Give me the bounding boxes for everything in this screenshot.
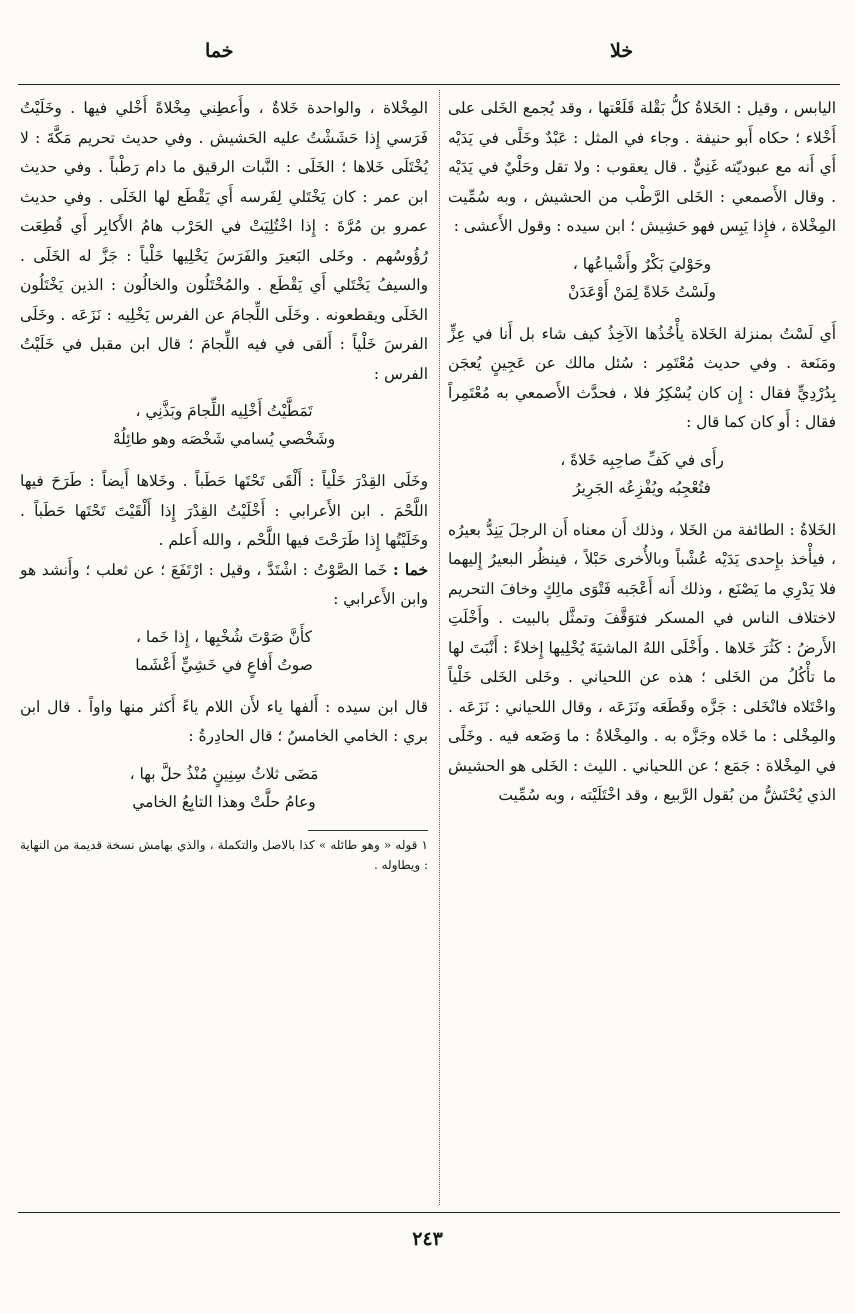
header-left-word: خما [205, 40, 234, 62]
verse-line: رأَى في كَفِّ صاحِبِه خَلاةً ، [560, 450, 724, 469]
verse-line: صوتُ أَفاعٍ في خَشِيٍّ أَعْشَما [135, 655, 313, 674]
paragraph: أَي لَسْتُ بمنزلة الخَلاة يأْخُذُها الآخِذُ كيف شاء بل أَنا في عِزٍّ ومَنَعة . وفي حديث مُعْتَمِر : سُئل مالك عن عَجِينٍ يُعجَن بِدُرْدِيٍّ فقال : إِن كان يُسْكِرُ فلا ، فحدَّث الأَصمعي به مُعْتَمِراً فقال : أَو كان كما قال : [448, 324, 836, 431]
paragraph [20, 556, 428, 615]
top-rule [18, 84, 840, 85]
paragraph: الخَلاةُ : الطائفة من الخَلا ، وذلك أَن معناه أَن الرجلَ يَنِدُّ بعيرُه ، فيأْخذ بإِحدى يَدَيْه عُشْباً وبالأُخرى حَبْلاً ، فينظُر البعيرُ إِليهما فلا يَدْرِي ما يَصْنَع ، وذلك أَنه أَعْجَبه فَتْوَى مالِكٍ وخافَ التحريم لاختلاف الناس في المسكر فتوَقَّفَ وتمثَّل بالبيت . وأَخْلَتِ الأَرضُ : كَثُرَ خَلاها . وأَخْلَى اللهُ الماشيَةَ يُخْلِيها إِخلاءً : أَنْبَتَ لها ما تأْكُلُ من الخَلى ؛ هذه عن اللحياني . وخَلى الخَلى خَلْياً واخْتَلاه فانْخَلى : جَزَّه وقَطَعَه ونَزَعَه ، وقال اللحياني : نَزَعَه . والمِخْلى : ما خَلاه وجَزَّه به . والمِخْلاةُ : ما وَضَعه فيه . وخَلًى في المِخْلاة : جَمَع ؛ عن اللحياني . الليث : الخَلى هو الحشيش الذي يُحْتَشُّ من بُقول الرَّبيع ، وقد اخْتَلَيْته ، وبه سُمِّيت [448, 520, 836, 804]
verse [20, 397, 428, 453]
left-column [20, 94, 428, 875]
entry-headword: خما : [393, 560, 428, 579]
entry-text: خَما الصَّوْتُ : اشْتَدَّ ، وقيل : ارْتَفَعَ ؛ عن ثعلب ؛ وأَنشد هو وابن الأَعرابي : [20, 560, 428, 608]
right-column [448, 94, 836, 811]
column-divider [439, 90, 440, 1205]
page-number: ٢٤٣ [412, 1228, 443, 1250]
verse-line: وعامُ حلَّتْ وهذا التابِعُ الخامي [132, 792, 316, 811]
verse [20, 623, 428, 679]
paragraph: قال ابن سيده : أَلفها ياء لأَن اللام ياءً أَكثر منها واواً . قال ابن بري : الخامي الخامسُ ؛ قال الحادِرةُ : [20, 697, 428, 745]
verse [448, 446, 836, 502]
paragraph: اليابس ، وقيل : الخَلاةُ كلُّ بَقْلة قَلَعْتها ، وقد يُجمع الخَلى على أَخْلاء ؛ حكاه أَبو حنيفة . وجاء في المثل : عَبْدٌ وخَلًى في يَدَيْه أَي أَنه مع عبوديّته غَنِيٌّ . قال يعقوب : ولا تقل وحَلْيٌ في يَدَيْه . وقال الأَصمعي : الخَلى الرَّطْب من الحشيش ، وبه سُمِّيت المِخْلاة ، فإِذا يَبِس فهو حَشِيش ؛ ابن سيده : وقول الأَعشى : [448, 99, 836, 235]
footnote: ١ قوله « وهو طائله » كذا بالاصل والتكملة ، والذي بهامش نسخة قديمة من النهاية : ويطاوله . [20, 837, 428, 872]
verse-line: ولَسْتُ خَلاةً لِمَنْ أَوْعَدَنْ [568, 282, 716, 301]
verse-line: وشَخْصي يُسامي شَخْصَه وهو طائِلُهْ [112, 430, 336, 448]
footnote-rule [308, 830, 428, 831]
verse-line: تَمَطَّيْتُ أَخْلِيه اللِّجامَ وبَذَّنِي ، [135, 402, 313, 420]
verse-line: فتُعْجِبُه ويُفْزِعُه الجَرِيرُ [573, 478, 711, 497]
header-right-word: خلا [610, 40, 634, 62]
verse [20, 760, 428, 816]
verse [448, 250, 836, 306]
verse-line: مَضَى ثلاثُ سِنِينٍ مُنْذُ حلَّ بها ، [129, 764, 319, 783]
paragraph: وخَلَى القِدْرَ خَلْياً : أَلْقَى تَحْتَها حَطَباً . وخَلاها أَيضاً : طَرَحَ فيها اللَّحْمَ . ابن الأَعرابي : أَخْلَيْتُ القِدْرَ إِذا أَلْقَيْتَ تَحْتَها حَطَباً . وخَلَيْتُها إِذا طَرَحْتَ فيها اللَّحْم ، والله أَعلم . [20, 472, 428, 549]
verse-line: كأَنَّ صَوْتَ شُخْبِها ، إِذا خَما ، [136, 627, 312, 646]
bottom-rule [18, 1212, 840, 1213]
verse-line: وحَوْليَ بَكْرٌ وأَشْياعُها ، [572, 254, 712, 273]
paragraph: المِخْلاة ، والواحدة خَلاةٌ ، وأَعطِني مِخْلاةً أَخْلي فيها . وخَلَيْتُ فَرَسي إِذا حَشَشْتُ عليه الحَشيش . وفي حديث تحريم مَكَّةَ : لا يُخْتَلَى خَلاها ؛ الخَلَى : النَّبات الرقيق ما دام رَطْباً . وفي حديث ابن عمر : كان يَخْتَلي لِفَرسه أَي يَقْطَع لها الخَلَى . وفي حديث عمرو بن مُرَّةَ : إِذا اخْتُلِيَتْ في الحَرْب هامُ الأَكابِر أَي قُطِعَت رُؤُوسُهم . وخَلى البَعيرَ والفَرَسَ يَخْلِيها خَلْياً : جَزَّ له الخَلَى . والسيفُ يَخْتَلي أَي يَقْطَع . والمُخْتَلُون والخالُون : الذين يَخْتَلُون الخَلَى ويقطعونه . وخَلَى اللِّجامَ عن الفرس يَخْلِيه : نَزَعَه . وخَلَى الفرسَ خَلْياً : أَلقى في فيه اللِّجامَ ؛ قال ابن مقبل في خَلَيْتُ الفرس : [20, 99, 428, 383]
